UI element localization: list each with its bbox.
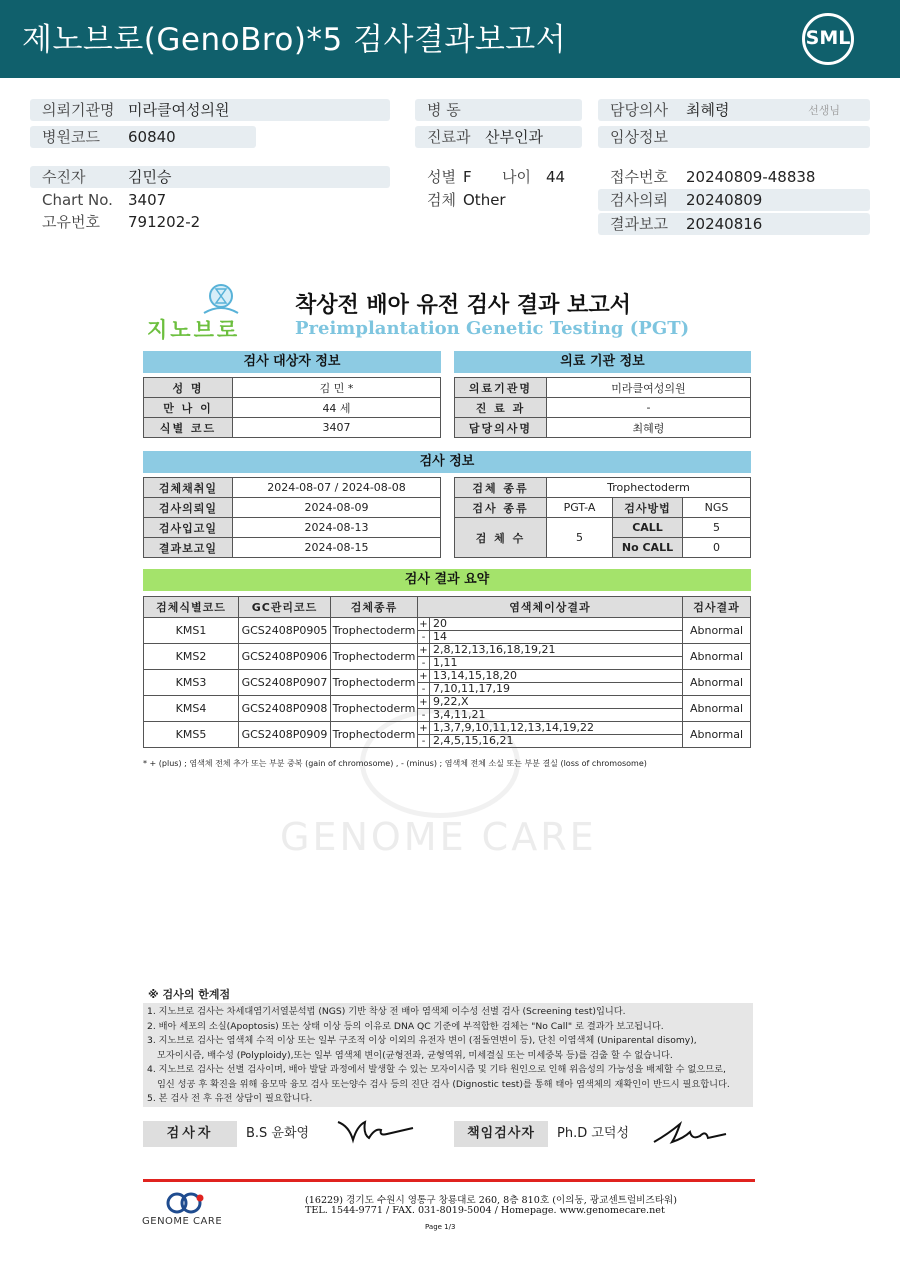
department-field: 진료과 산부인과 [415, 126, 582, 148]
footer-contact: TEL. 1544-9771 / FAX. 031-8019-5004 / Homepage. www.genomecare.net [305, 1205, 665, 1216]
doctor-field: 담당의사 최혜령 선생님 [598, 99, 870, 121]
table-row: 검체채취일 2024-08-07 / 2024-08-08 [144, 478, 441, 498]
footer-address: (16229) 경기도 수원시 영통구 창룡대로 260, 8층 810호 (이의동, 광교센트럴비즈타워) [305, 1195, 677, 1206]
table-row: 검체 종류 Trophectoderm [455, 478, 751, 498]
institution-info-header: 의료 기관 정보 [454, 351, 751, 373]
summary-header-row: 검체식별코드 GC관리코드 검체종류 염색체이상결과 검사결과 [144, 597, 751, 618]
table-row: 만 나 이 44 세 [144, 398, 441, 418]
subject-info-header: 검사 대상자 정보 [143, 351, 441, 373]
hospital-code-field: 병원코드 60840 [30, 126, 256, 148]
limitations-box [143, 1003, 753, 1107]
responsible-signature-icon [650, 1116, 730, 1148]
test-dates-table [143, 477, 441, 558]
table-row: 검사 종류 PGT-A 검사방법 NGS [455, 498, 751, 518]
specimen-field: 검체 Other [427, 191, 506, 209]
summary-footnote: * + (plus) ; 염색체 전체 추가 또는 부분 중복 (gain of chromosome) , - (minus) ; 염색체 전체 소실 또는 부분 결실 (loss of chromosome) [143, 759, 647, 768]
limitation-line: 1. 지노브로 검사는 차세대염기서열분석법 (NGS) 기반 착상 전 배아 염색체 이수성 선별 검사 (Screening test)입니다. [147, 1006, 626, 1017]
request-date-field: 검사의뢰 20240809 [598, 189, 870, 211]
table-row: - 1,11 [144, 657, 751, 670]
table-row: 성 명 김 민 * [144, 378, 441, 398]
limitation-line: 5. 본 검사 전 후 유전 상담이 필요합니다. [147, 1093, 313, 1104]
report-date-field: 결과보고 20240816 [598, 213, 870, 235]
table-row: - 3,4,11,21 [144, 709, 751, 722]
table-row: KMS4 GCS2408P0908 Trophectoderm + 9,22,X Abnormal [144, 696, 751, 709]
footer-divider [143, 1179, 755, 1182]
table-row: KMS2 GCS2408P0906 Trophectoderm + 2,8,12,13,16,18,19,21 Abnormal [144, 644, 751, 657]
genome-care-logo-icon [160, 1190, 210, 1216]
subject-info-table [143, 377, 441, 438]
report-header-bar [0, 0, 900, 78]
table-row: 담당의사명 최혜령 [455, 418, 751, 438]
table-row: 검사입고일 2024-08-13 [144, 518, 441, 538]
table-row: KMS5 GCS2408P0909 Trophectoderm + 1,3,7,9,10,11,12,13,14,19,22 Abnormal [144, 722, 751, 735]
genome-care-logo-text: GENOME CARE [142, 1216, 223, 1227]
table-row: - 14 [144, 631, 751, 644]
report-title: 제노브로(GenoBro)*5 검사결과보고서 [22, 22, 567, 58]
responsible-tester-label: 책임검사자 [454, 1121, 548, 1147]
tester-name: B.S 윤화영 [246, 1126, 310, 1141]
table-row: 검사의뢰일 2024-08-09 [144, 498, 441, 518]
unique-no-field: 고유번호 791202-2 [42, 213, 201, 231]
limitation-line: 4. 지노브로 검사는 선별 검사이며, 배아 발달 과정에서 발생할 수 있는 모자이시즘 및 기타 원인으로 인해 위음성의 가능성을 배제할 수 없으므로, [147, 1064, 726, 1075]
clinical-info-field: 임상정보 [598, 126, 870, 148]
sml-logo-text: SML [805, 27, 851, 49]
limitation-line: 3. 지노브로 검사는 염색체 수적 이상 또는 일부 구조적 이상 이외의 유전자 변이 (점돌연변이 등), 단친 이염색체 (Uniparental disomy), [147, 1035, 697, 1046]
report-title-korean: 착상전 배아 유전 검사 결과 보고서 [295, 293, 631, 318]
table-row: No CALL 0 [455, 538, 751, 558]
summary-header: 검사 결과 요약 [143, 569, 751, 591]
sml-logo-icon [802, 13, 854, 65]
limitations-title: ※ 검사의 한계점 [148, 988, 231, 1001]
table-row: 의료기관명 미라클여성의원 [455, 378, 751, 398]
table-row: - 7,10,11,17,19 [144, 683, 751, 696]
sex-field: 성별 F [427, 168, 472, 186]
limitation-line: 모자이시즘, 배수성 (Polyploidy),또는 일부 염색체 변이(균형전좌, 균형역위, 미세결실 또는 미세중복 등)를 검출 할 수 없습니다. [157, 1049, 673, 1061]
limitation-line: 2. 배아 세포의 소실(Apoptosis) 또는 상태 이상 등의 이유로 DNA QC 기준에 부적합한 검체는 "No Call" 로 결과가 보고됩니다. [147, 1020, 664, 1032]
ward-field: 병 동 [415, 99, 582, 121]
table-row: KMS3 GCS2408P0907 Trophectoderm + 13,14,15,18,20 Abnormal [144, 670, 751, 683]
limitation-line: 임신 성공 후 확진을 위해 융모막 융모 검사 또는양수 검사 등의 진단 검사 (Dignostic test)를 통해 태아 염색체의 재확인이 반드시 필요합니다. [157, 1078, 730, 1090]
test-method-table [454, 477, 751, 558]
age-field: 나이 44 [502, 168, 566, 186]
page-number: Page 1/3 [425, 1223, 456, 1231]
genobro-logo-text: 지노브로 [147, 318, 241, 342]
genobro-logo-icon [200, 283, 242, 315]
responsible-tester-name: Ph.D 고덕성 [557, 1126, 630, 1141]
institution-field: 의뢰기관명 미라클여성의원 [30, 99, 390, 121]
receipt-no-field: 접수번호 20240809-48838 [610, 168, 816, 186]
table-row: KMS1 GCS2408P0905 Trophectoderm + 20 Abnormal [144, 618, 751, 631]
table-row: - 2,4,5,15,16,21 [144, 735, 751, 748]
table-row: 결과보고일 2024-08-15 [144, 538, 441, 558]
chart-no-field: Chart No. 3407 [42, 191, 167, 209]
summary-table [143, 596, 751, 748]
report-title-english: Preimplantation Genetic Testing (PGT) [295, 318, 690, 339]
table-row: 식별 코드 3407 [144, 418, 441, 438]
table-row: 진 료 과 - [455, 398, 751, 418]
patient-name-field: 수진자 김민승 [30, 166, 390, 188]
institution-info-table [454, 377, 751, 438]
genome-care-watermark: GENOME CARE [280, 815, 597, 859]
tester-label: 검사자 [143, 1121, 237, 1147]
table-row: 검 체 수 5 CALL 5 [455, 518, 751, 538]
tester-signature-icon [335, 1116, 415, 1146]
test-info-header: 검사 정보 [143, 451, 751, 473]
